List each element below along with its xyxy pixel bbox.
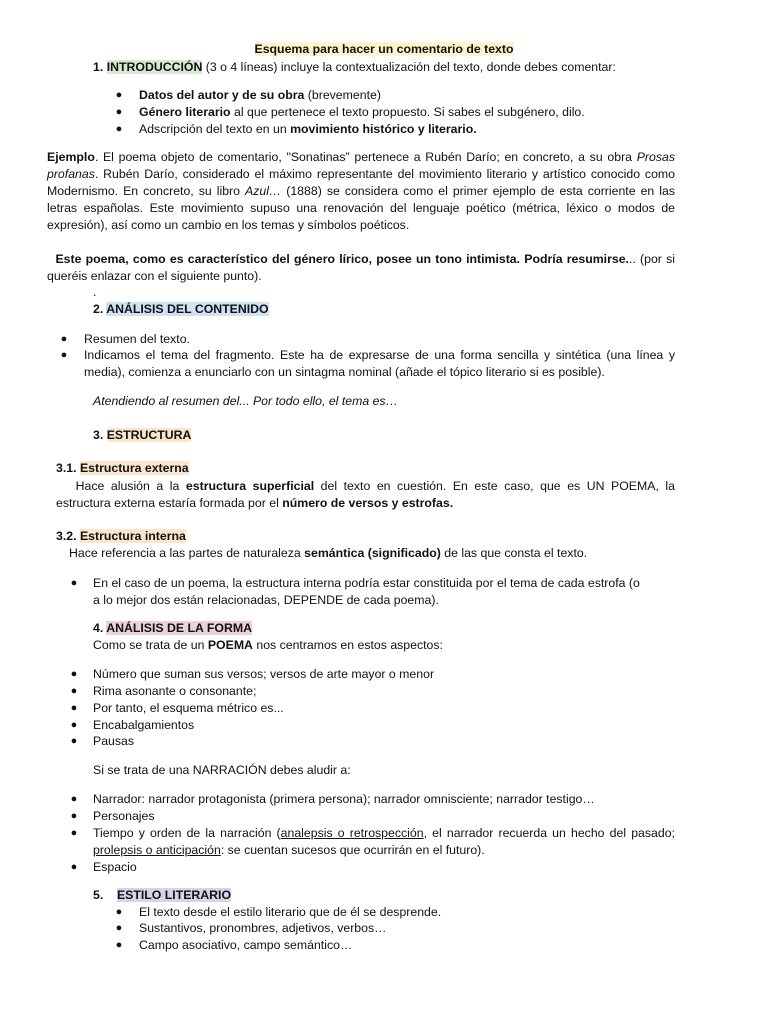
list-item: Resumen del texto. — [84, 332, 190, 346]
bullet-icon: ● — [115, 906, 123, 918]
subsection-externa-heading: 3.1. Estructura externa — [56, 461, 189, 475]
bullet-icon: ● — [70, 668, 78, 680]
list-item: Indicamos el tema del fragmento. Este ha de expresarse de una forma sencilla y sintética (una línea y media), comienza a enunciarlo con un sintagma nominal (añade el tópico literario si es posible). — [84, 348, 675, 379]
italic-example: Atendiendo al resumen del... Por todo ello, el tema es… — [93, 394, 398, 408]
bullet-icon: ● — [70, 735, 78, 747]
list-item: Número que suman sus versos; versos de arte mayor o menor — [93, 667, 435, 681]
bullet-icon: ● — [115, 123, 123, 135]
bullet-icon: ● — [70, 861, 78, 873]
list-item: En el caso de un poema, la estructura interna podría estar constituida por el tema de cada estrofa (o — [93, 576, 640, 590]
bullet-icon: ● — [70, 685, 78, 697]
interna-paragraph: Hace referencia a las partes de naturaleza semántica (significado) de las que consta el texto. — [69, 546, 588, 560]
section-estructura-heading: 3. ESTRUCTURA — [93, 428, 192, 442]
list-item: Datos del autor y de su obra (brevemente) — [139, 88, 381, 102]
subsection-interna-heading: 3.2. Estructura interna — [56, 529, 186, 543]
externa-paragraph: Hace alusión a la estructura superficial del texto en cuestión. En este caso, que es UN POEMA, la estructura externa estaría formada por el número de versos y estrofas. — [56, 479, 675, 510]
stray-dot: . — [93, 285, 97, 299]
list-item: Adscripción del texto en un movimiento histórico y literario. — [139, 122, 477, 136]
list-item-continuation: a lo mejor dos están relacionadas, DEPENDE de cada poema). — [93, 593, 439, 607]
list-item: Por tanto, el esquema métrico es... — [93, 701, 284, 715]
bullet-icon: ● — [60, 333, 68, 345]
document-title: Esquema para hacer un comentario de texto — [254, 42, 514, 56]
bullet-icon: ● — [70, 827, 78, 839]
section-forma-heading: 4. ANÁLISIS DE LA FORMA — [93, 621, 252, 635]
list-item: Campo asociativo, campo semántico… — [139, 938, 353, 952]
list-item: Tiempo y orden de la narración (analepsis o retrospección, el narrador recuerda un hecho del pasado; prolepsis o anticipación: se cuentan sucesos que ocurrirán en el futuro). — [93, 826, 675, 857]
estructura-heading-label: ESTRUCTURA — [106, 428, 192, 442]
bullet-icon: ● — [115, 89, 123, 101]
bullet-icon: ● — [70, 719, 78, 731]
list-item: Personajes — [93, 809, 155, 823]
list-item: Encabalgamientos — [93, 718, 195, 732]
list-item: Espacio — [93, 860, 137, 874]
list-item: Pausas — [93, 734, 135, 748]
bullet-icon: ● — [70, 810, 78, 822]
bullet-icon: ● — [115, 922, 123, 934]
section-contenido-heading: 2. ANÁLISIS DEL CONTENIDO — [93, 302, 269, 316]
list-item: Narrador: narrador protagonista (primera persona); narrador omnisciente; narrador testigo… — [93, 792, 595, 806]
list-item: Rima asonante o consonante; — [93, 684, 257, 698]
narracion-intro: Si se trata de una NARRACIÓN debes aludir a: — [93, 763, 351, 777]
forma-heading-label: ANÁLISIS DE LA FORMA — [106, 621, 252, 635]
section-intro-heading: 1. INTRODUCCIÓN (3 o 4 líneas) incluye la contextualización del texto, donde debes comentar: — [93, 60, 616, 74]
list-item: El texto desde el estilo literario que de él se desprende. — [139, 905, 442, 919]
list-item: Sustantivos, pronombres, adjetivos, verbos… — [139, 921, 387, 935]
section-estilo-heading: 5. ESTILO LITERARIO — [93, 888, 232, 902]
contenido-heading-label: ANÁLISIS DEL CONTENIDO — [106, 302, 269, 316]
bullet-icon: ● — [115, 106, 123, 118]
estilo-heading-label: ESTILO LITERARIO — [116, 888, 232, 902]
forma-intro: Como se trata de un POEMA nos centramos en estos aspectos: — [93, 638, 443, 652]
bullet-icon: ● — [60, 349, 68, 361]
bullet-icon: ● — [70, 793, 78, 805]
lyric-paragraph: Este poema, como es característico del género lírico, posee un tono intimista. Podría resumirse... (por si queréis enlazar con el siguiente punto). — [47, 252, 675, 283]
list-item: Género literario al que pertenece el texto propuesto. Si sabes el subgénero, dilo. — [139, 105, 585, 119]
bullet-icon: ● — [115, 939, 123, 951]
bullet-icon: ● — [70, 577, 78, 589]
example-paragraph: Ejemplo. El poema objeto de comentario, "Sonatinas” pertenece a Rubén Darío; en concreto, a su obra Prosas profanas. Rubén Darío, considerado el máximo representante del movimiento literario y artístico conocido como Modernismo. En concreto, su libro Azul… (1888) se considera como el primer ejemplo de esta corriente en las letras españolas. Este movimiento supuso una renovación del lenguaje poético (métrica, léxico o modos de expresión), así como un cambio en los temas y símbolos poéticos. — [47, 150, 675, 232]
bullet-icon: ● — [70, 702, 78, 714]
intro-heading-label: INTRODUCCIÓN — [106, 60, 203, 74]
